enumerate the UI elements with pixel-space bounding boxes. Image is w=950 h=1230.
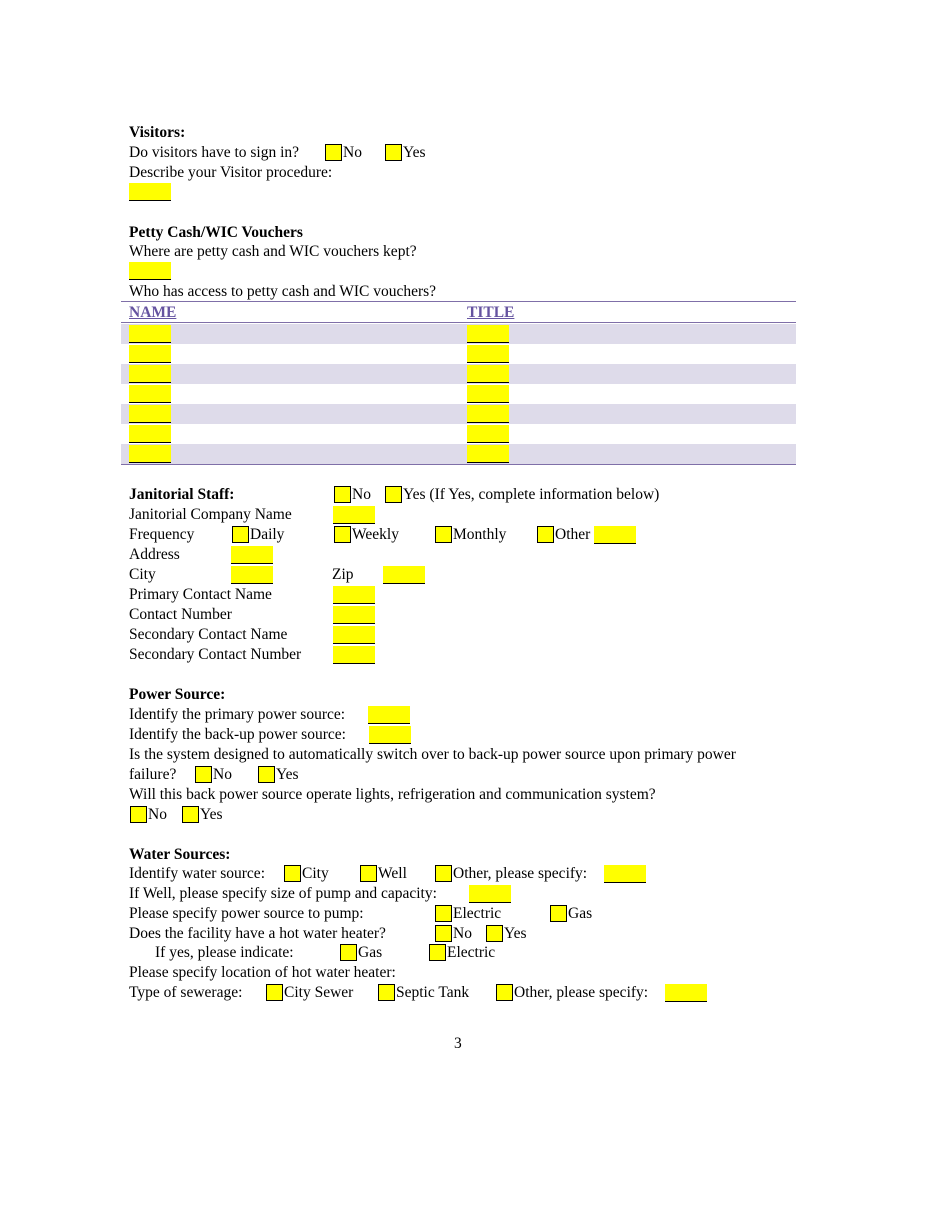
pump-gas-checkbox[interactable] <box>550 905 567 922</box>
primary-contact-name-label: Primary Contact Name <box>129 586 272 603</box>
table-title-field[interactable] <box>467 365 509 383</box>
frequency-other-field[interactable] <box>594 526 636 544</box>
water-identify-label: Identify water source: <box>129 865 265 882</box>
visitors-procedure-field[interactable] <box>129 183 171 201</box>
power-operate-yes-checkbox[interactable] <box>182 806 199 823</box>
sewerage-label: Type of sewerage: <box>129 984 243 1001</box>
frequency-daily-label: Daily <box>250 526 285 543</box>
table-name-field[interactable] <box>129 445 171 463</box>
table-name-field[interactable] <box>129 365 171 383</box>
petty-cash-location-field[interactable] <box>129 262 171 280</box>
petty-cash-heading: Petty Cash/WIC Vouchers <box>129 224 303 241</box>
janitorial-yes-checkbox[interactable] <box>385 486 402 503</box>
heater-gas-checkbox[interactable] <box>340 944 357 961</box>
water-heater-yes-checkbox[interactable] <box>486 925 503 942</box>
frequency-daily-checkbox[interactable] <box>232 526 249 543</box>
secondary-contact-number-field[interactable] <box>333 646 375 664</box>
table-title-field[interactable] <box>467 445 509 463</box>
pump-electric-label: Electric <box>453 905 502 922</box>
petty-cash-who-question: Who has access to petty cash and WIC vouchers? <box>129 283 437 300</box>
janitorial-no-checkbox[interactable] <box>334 486 351 503</box>
contact-number-label: Contact Number <box>129 606 232 623</box>
janitorial-company-field[interactable] <box>333 506 375 524</box>
janitorial-zip-field[interactable] <box>383 566 425 584</box>
table-row-band <box>121 444 796 464</box>
janitorial-yes-label: Yes (If Yes, complete information below) <box>403 486 660 503</box>
power-backup-label: Identify the back-up power source: <box>129 726 346 743</box>
table-name-field[interactable] <box>129 345 171 363</box>
power-primary-label: Identify the primary power source: <box>129 706 346 723</box>
visitors-describe-label: Describe your Visitor procedure: <box>129 164 333 181</box>
water-heater-question: Does the facility have a hot water heater? <box>129 925 386 942</box>
table-bottom-rule <box>121 464 796 465</box>
petty-cash-where-question: Where are petty cash and WIC vouchers kept? <box>129 243 417 260</box>
contact-number-field[interactable] <box>333 606 375 624</box>
table-title-field[interactable] <box>467 405 509 423</box>
table-name-field[interactable] <box>129 325 171 343</box>
pump-gas-label: Gas <box>568 905 593 922</box>
water-city-checkbox[interactable] <box>284 865 301 882</box>
sewerage-other-label: Other, please specify: <box>514 984 649 1001</box>
table-title-field[interactable] <box>467 345 509 363</box>
sewerage-septic-checkbox[interactable] <box>378 984 395 1001</box>
table-title-field[interactable] <box>467 425 509 443</box>
table-name-field[interactable] <box>129 385 171 403</box>
frequency-weekly-checkbox[interactable] <box>334 526 351 543</box>
power-backup-field[interactable] <box>369 726 411 744</box>
frequency-monthly-checkbox[interactable] <box>435 526 452 543</box>
sewerage-other-checkbox[interactable] <box>496 984 513 1001</box>
janitorial-city-label: City <box>129 566 156 583</box>
heater-indicate-label: If yes, please indicate: <box>155 944 294 961</box>
sewerage-other-field[interactable] <box>665 984 707 1002</box>
frequency-other-label: Other <box>555 526 591 543</box>
heater-location-label: Please specify location of hot water heater: <box>129 964 396 981</box>
power-primary-field[interactable] <box>368 706 410 724</box>
table-top-rule <box>121 301 796 302</box>
power-switch-yes-checkbox[interactable] <box>258 766 275 783</box>
janitorial-address-field[interactable] <box>231 546 273 564</box>
janitorial-city-field[interactable] <box>231 566 273 584</box>
table-row-band <box>121 404 796 424</box>
pump-size-field[interactable] <box>469 885 511 903</box>
power-switch-yes-label: Yes <box>276 766 299 783</box>
visitors-sign-in-yes-label: Yes <box>403 144 426 161</box>
janitorial-zip-label: Zip <box>332 566 354 583</box>
heater-gas-label: Gas <box>358 944 383 961</box>
water-other-label: Other, please specify: <box>453 865 588 882</box>
power-switch-no-checkbox[interactable] <box>195 766 212 783</box>
visitors-sign-in-no-label: No <box>343 144 362 161</box>
secondary-contact-name-field[interactable] <box>333 626 375 644</box>
visitors-sign-in-question: Do visitors have to sign in? <box>129 144 300 161</box>
water-well-label: Well <box>378 865 407 882</box>
pump-power-label: Please specify power source to pump: <box>129 905 364 922</box>
frequency-monthly-label: Monthly <box>453 526 507 543</box>
power-switch-question: Is the system designed to automatically switch over to back-up power source upon primary power <box>129 746 736 763</box>
power-operate-no-label: No <box>148 806 167 823</box>
power-switch-no-label: No <box>213 766 232 783</box>
power-operate-question: Will this back power source operate lights, refrigeration and communication system? <box>129 786 656 803</box>
sewerage-septic-label: Septic Tank <box>396 984 470 1001</box>
table-title-field[interactable] <box>467 325 509 343</box>
power-switch-question-cont: failure? <box>129 766 177 783</box>
frequency-other-checkbox[interactable] <box>537 526 554 543</box>
janitorial-address-label: Address <box>129 546 180 563</box>
frequency-weekly-label: Weekly <box>352 526 399 543</box>
visitors-heading: Visitors: <box>129 124 186 141</box>
heater-electric-label: Electric <box>447 944 496 961</box>
sewerage-city-label: City Sewer <box>284 984 354 1001</box>
water-heading: Water Sources: <box>129 846 231 863</box>
visitors-sign-in-no-checkbox[interactable] <box>325 144 342 161</box>
water-other-field[interactable] <box>604 865 646 883</box>
water-heater-no-label: No <box>453 925 472 942</box>
primary-contact-name-field[interactable] <box>333 586 375 604</box>
table-title-field[interactable] <box>467 385 509 403</box>
water-other-checkbox[interactable] <box>435 865 452 882</box>
water-city-label: City <box>302 865 329 882</box>
pump-size-question: If Well, please specify size of pump and capacity: <box>129 885 437 902</box>
pump-electric-checkbox[interactable] <box>435 905 452 922</box>
table-header-title: TITLE <box>467 304 515 321</box>
power-operate-no-checkbox[interactable] <box>130 806 147 823</box>
water-heater-no-checkbox[interactable] <box>435 925 452 942</box>
heater-electric-checkbox[interactable] <box>429 944 446 961</box>
secondary-contact-name-label: Secondary Contact Name <box>129 626 288 643</box>
janitorial-frequency-label: Frequency <box>129 526 195 543</box>
water-well-checkbox[interactable] <box>360 865 377 882</box>
table-header-name: NAME <box>129 304 177 321</box>
visitors-sign-in-yes-checkbox[interactable] <box>385 144 402 161</box>
table-row-band <box>121 364 796 384</box>
table-name-field[interactable] <box>129 425 171 443</box>
secondary-contact-number-label: Secondary Contact Number <box>129 646 302 663</box>
janitorial-heading: Janitorial Staff: <box>129 486 235 503</box>
table-header-rule <box>121 322 796 323</box>
page-number: 3 <box>454 1035 462 1052</box>
table-row-band <box>121 324 796 344</box>
janitorial-no-label: No <box>352 486 371 503</box>
sewerage-city-checkbox[interactable] <box>266 984 283 1001</box>
power-heading: Power Source: <box>129 686 226 703</box>
water-heater-yes-label: Yes <box>504 925 527 942</box>
power-operate-yes-label: Yes <box>200 806 223 823</box>
table-name-field[interactable] <box>129 405 171 423</box>
janitorial-company-label: Janitorial Company Name <box>129 506 292 523</box>
